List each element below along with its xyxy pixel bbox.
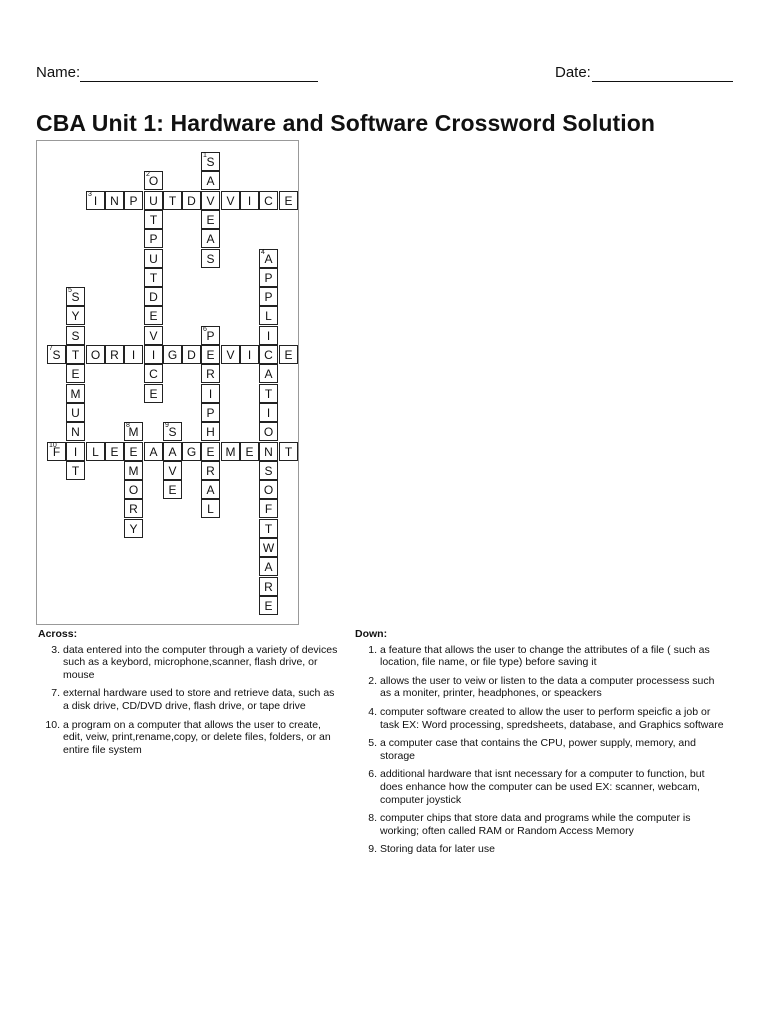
cell-letter: E (206, 348, 215, 362)
cell-letter: N (71, 425, 80, 439)
cell-letter: E (245, 445, 254, 459)
cell-letter: A (264, 560, 273, 574)
date-label: Date: (555, 64, 591, 81)
crossword-cell[interactable] (66, 384, 85, 403)
cell-letter: E (206, 213, 215, 227)
cell-letter: M (128, 425, 139, 439)
crossword-cell[interactable] (144, 210, 163, 229)
cell-letter: I (73, 445, 78, 459)
cell-letter: A (264, 252, 273, 266)
crossword-cell[interactable] (201, 345, 220, 364)
across-clue (38, 687, 343, 712)
crossword-cell[interactable] (124, 191, 143, 210)
cell-letter: L (207, 502, 214, 516)
cell-letter: D (149, 290, 158, 304)
crossword-cell[interactable] (66, 287, 85, 306)
cell-letter: P (264, 290, 273, 304)
crossword-cell[interactable] (124, 422, 143, 441)
crossword-cell[interactable] (66, 403, 85, 422)
clue-text: data entered into the computer through a variety of devices such as a keybord, microphone,scanner, flash drive, or mouse (63, 643, 338, 681)
cell-letter: E (284, 194, 293, 208)
clue-text: Storing data for later use (380, 843, 495, 856)
crossword-cell[interactable] (259, 191, 278, 210)
crossword-cell[interactable] (259, 422, 278, 441)
cell-letter: I (266, 329, 271, 343)
crossword-cell[interactable] (201, 249, 220, 268)
cell-letter: S (206, 155, 215, 169)
cell-letter: A (264, 367, 273, 381)
crossword-cell[interactable] (144, 306, 163, 325)
cell-letter: M (225, 445, 236, 459)
crossword-cell[interactable] (259, 480, 278, 499)
cell-letter: E (129, 445, 138, 459)
down-clue (355, 644, 727, 669)
clue-number: 8. (368, 812, 377, 825)
down-clue (355, 675, 727, 700)
down-clue (355, 768, 727, 806)
crossword-cell[interactable] (259, 557, 278, 576)
cell-letter: F (264, 502, 273, 516)
name-label: Name: (36, 64, 81, 81)
crossword-cell[interactable] (163, 422, 182, 441)
crossword-cell[interactable] (144, 268, 163, 287)
crossword-cell[interactable] (201, 152, 220, 171)
cell-letter: I (93, 194, 98, 208)
crossword-cell[interactable] (259, 461, 278, 480)
crossword-cell[interactable] (259, 249, 278, 268)
crossword-cell[interactable] (259, 596, 278, 615)
clue-text: a computer case that contains the CPU, power supply, memory, and storage (380, 737, 696, 762)
crossword-cell[interactable] (259, 538, 278, 557)
crossword-grid (36, 140, 299, 625)
down-clue (355, 843, 727, 856)
crossword-cell[interactable] (86, 345, 105, 364)
cell-letter: D (187, 348, 196, 362)
cell-letter: T (284, 445, 293, 459)
crossword-cell[interactable] (259, 345, 278, 364)
cell-letter: S (168, 425, 177, 439)
cell-letter: I (131, 348, 136, 362)
cell-letter: E (149, 387, 158, 401)
cell-letter: U (149, 252, 158, 266)
cell-letter: T (168, 194, 177, 208)
crossword-cell[interactable] (66, 326, 85, 345)
crossword-cell[interactable] (144, 191, 163, 210)
down-clue (355, 706, 727, 731)
cell-letter: E (206, 445, 215, 459)
crossword-cell[interactable] (163, 345, 182, 364)
cell-letter: H (206, 425, 215, 439)
cell-letter: R (264, 580, 273, 594)
crossword-cell[interactable] (124, 461, 143, 480)
crossword-cell[interactable] (182, 191, 201, 210)
page-title: CBA Unit 1: Hardware and Software Crossword Solution (36, 110, 656, 136)
clue-number: 4. (368, 705, 377, 718)
clue-text: a feature that allows the user to change the attributes of a file ( such as location, file name, or file type) before saving it (380, 643, 710, 669)
cell-letter: T (264, 522, 273, 536)
cell-letter: R (206, 464, 215, 478)
crossword-cell[interactable] (105, 345, 124, 364)
cell-letter: I (247, 194, 252, 208)
cell-letter: O (90, 348, 101, 362)
cell-letter: T (149, 271, 158, 285)
cell-letter: R (110, 348, 119, 362)
crossword-cell[interactable] (221, 191, 240, 210)
cell-letter: T (149, 213, 158, 227)
crossword-cell[interactable] (86, 442, 105, 461)
cell-letter: F (52, 445, 61, 459)
down-clue (355, 737, 727, 762)
crossword-cell[interactable] (144, 229, 163, 248)
crossword-cell[interactable] (221, 442, 240, 461)
clue-text: additional hardware that isnt necessary for a computer to function, but does enhance how the computer can be used EX: scanner, webcam, computer joystick (380, 768, 705, 806)
cell-letter: E (284, 348, 293, 362)
cell-letter: O (148, 174, 159, 188)
crossword-cell[interactable] (144, 384, 163, 403)
crossword-cell[interactable] (259, 384, 278, 403)
cell-letter: U (71, 406, 80, 420)
crossword-cell[interactable] (201, 326, 220, 345)
crossword-cell[interactable] (144, 364, 163, 383)
clue-number: 1. (368, 643, 377, 656)
cell-letter: T (71, 464, 80, 478)
crossword-cell[interactable] (259, 287, 278, 306)
clue-text: a program on a computer that allows the user to create, edit, veiw, print,rename,copy, or delete files, folders, or an entire file system (63, 718, 331, 756)
crossword-cell[interactable] (182, 345, 201, 364)
cell-letter: A (206, 232, 215, 246)
crossword-cell[interactable] (144, 326, 163, 345)
cell-letter: A (149, 445, 158, 459)
clue-text: external hardware used to store and retrieve data, such as a disk drive, CD/DVD drive, flash drive, or tape drive (63, 687, 335, 712)
cell-letter: P (206, 329, 215, 343)
cell-number: 10 (49, 442, 57, 449)
cell-letter: O (263, 483, 274, 497)
cell-letter: A (206, 483, 215, 497)
clue-text: allows the user to veiw or listen to the data a computer processess such as a moniter, printer, headphones, or speackers (380, 674, 715, 700)
clue-number: 9. (368, 843, 377, 856)
down-clues (355, 628, 727, 862)
cell-letter: T (264, 387, 273, 401)
cell-letter: R (206, 367, 215, 381)
across-clues (38, 628, 343, 762)
crossword-cell[interactable] (240, 345, 259, 364)
crossword-cell[interactable] (66, 306, 85, 325)
cell-number: 8 (126, 422, 130, 429)
cell-letter: N (110, 194, 119, 208)
crossword-cell[interactable] (201, 480, 220, 499)
cell-letter: E (71, 367, 80, 381)
crossword-cell[interactable] (124, 345, 143, 364)
cell-number: 5 (68, 287, 72, 294)
crossword-cell[interactable] (201, 210, 220, 229)
crossword-cell[interactable] (259, 306, 278, 325)
clue-number: 7. (51, 687, 60, 700)
cell-letter: D (187, 194, 196, 208)
clue-number: 10. (45, 718, 60, 731)
cell-number: 9 (165, 422, 169, 429)
crossword-cell[interactable] (201, 499, 220, 518)
cell-letter: L (92, 445, 99, 459)
crossword-cell[interactable] (240, 191, 259, 210)
crossword-cell[interactable] (163, 480, 182, 499)
cell-letter: M (128, 464, 139, 478)
cell-number: 6 (203, 326, 207, 333)
cell-letter: N (264, 445, 273, 459)
down-clue (355, 812, 727, 837)
crossword-cell[interactable] (279, 345, 298, 364)
crossword-cell[interactable] (47, 345, 66, 364)
crossword-cell[interactable] (259, 326, 278, 345)
crossword-cell[interactable] (66, 364, 85, 383)
clue-number: 6. (368, 768, 377, 781)
clue-number: 3. (51, 643, 60, 656)
crossword-cell[interactable] (201, 191, 220, 210)
cell-letter: E (168, 483, 177, 497)
cell-letter: S (52, 348, 61, 362)
cell-letter: T (71, 348, 80, 362)
crossword-cell[interactable] (144, 171, 163, 190)
across-clue (38, 719, 343, 757)
cell-letter: V (149, 329, 158, 343)
cell-letter: I (266, 406, 271, 420)
crossword-cell[interactable] (201, 171, 220, 190)
cell-letter: C (264, 194, 273, 208)
cell-number: 3 (88, 191, 92, 198)
cell-letter: R (129, 502, 138, 516)
cell-letter: G (186, 445, 197, 459)
crossword-cell[interactable] (66, 345, 85, 364)
cell-letter: S (71, 329, 80, 343)
cell-number: 2 (146, 171, 150, 178)
cell-number: 4 (261, 249, 265, 256)
name-field[interactable] (80, 81, 318, 82)
crossword-cell[interactable] (105, 442, 124, 461)
crossword-cell[interactable] (259, 577, 278, 596)
clue-text: computer software created to allow the user to perform speicfic a job or task EX: Word processing, spredsheets, database, and Graphics software (380, 705, 724, 731)
crossword-cell[interactable] (144, 442, 163, 461)
crossword-cell[interactable] (124, 499, 143, 518)
cell-letter: V (226, 348, 235, 362)
crossword-cell[interactable] (66, 422, 85, 441)
crossword-cell[interactable] (86, 191, 105, 210)
crossword-cell[interactable] (259, 519, 278, 538)
crossword-cell[interactable] (163, 461, 182, 480)
crossword-cell[interactable] (201, 403, 220, 422)
cell-letter: M (70, 387, 81, 401)
crossword-cell[interactable] (259, 364, 278, 383)
crossword-cell[interactable] (144, 287, 163, 306)
crossword-cell[interactable] (279, 442, 298, 461)
crossword-cell[interactable] (259, 442, 278, 461)
cell-letter: I (247, 348, 252, 362)
cell-letter: S (206, 252, 215, 266)
down-heading: Down: (355, 628, 388, 640)
crossword-cell[interactable] (144, 345, 163, 364)
cell-number: 1 (203, 152, 207, 159)
crossword-cell[interactable] (124, 519, 143, 538)
crossword-cell[interactable] (201, 461, 220, 480)
crossword-cell[interactable] (259, 268, 278, 287)
cell-letter: I (151, 348, 156, 362)
cell-letter: P (206, 406, 215, 420)
crossword-cell[interactable] (124, 442, 143, 461)
across-clue (38, 644, 343, 682)
crossword-cell[interactable] (47, 442, 66, 461)
across-heading: Across: (38, 628, 78, 640)
cell-letter: A (168, 445, 177, 459)
cell-letter: G (167, 348, 178, 362)
cell-letter: V (226, 194, 235, 208)
clue-text: computer chips that store data and programs while the computer is working; often called RAM or Random Access Memory (380, 812, 691, 837)
crossword-cell[interactable] (279, 191, 298, 210)
cell-letter: W (262, 541, 275, 555)
crossword-cell[interactable] (240, 442, 259, 461)
cell-letter: S (71, 290, 80, 304)
cell-letter: U (149, 194, 158, 208)
crossword-cell[interactable] (201, 229, 220, 248)
cell-letter: L (265, 309, 272, 323)
crossword-cell[interactable] (182, 442, 201, 461)
cell-letter: I (208, 387, 213, 401)
crossword-cell[interactable] (221, 345, 240, 364)
cell-letter: O (263, 425, 274, 439)
crossword-cell[interactable] (201, 442, 220, 461)
crossword-cell[interactable] (144, 249, 163, 268)
crossword-cell[interactable] (259, 499, 278, 518)
cell-letter: P (149, 232, 158, 246)
crossword-cell[interactable] (163, 442, 182, 461)
crossword-cell[interactable] (105, 191, 124, 210)
crossword-cell[interactable] (66, 461, 85, 480)
cell-letter: S (264, 464, 273, 478)
clue-number: 5. (368, 737, 377, 750)
cell-letter: V (206, 194, 215, 208)
cell-letter: E (264, 599, 273, 613)
crossword-cell[interactable] (66, 442, 85, 461)
crossword-cell[interactable] (259, 403, 278, 422)
cell-letter: A (206, 174, 215, 188)
cell-letter: P (129, 194, 138, 208)
cell-letter: O (128, 483, 139, 497)
cell-letter: E (110, 445, 119, 459)
cell-letter: Y (129, 522, 138, 536)
crossword-cell[interactable] (124, 480, 143, 499)
cell-letter: V (168, 464, 177, 478)
crossword-cell[interactable] (163, 191, 182, 210)
crossword-cell[interactable] (201, 422, 220, 441)
date-field[interactable] (592, 81, 733, 82)
cell-letter: Y (71, 309, 80, 323)
crossword-cell[interactable] (201, 384, 220, 403)
cell-letter: C (264, 348, 273, 362)
cell-letter: C (149, 367, 158, 381)
clue-number: 2. (368, 674, 377, 687)
crossword-cell[interactable] (201, 364, 220, 383)
cell-letter: P (264, 271, 273, 285)
cell-letter: E (149, 309, 158, 323)
cell-number: 7 (49, 345, 53, 352)
